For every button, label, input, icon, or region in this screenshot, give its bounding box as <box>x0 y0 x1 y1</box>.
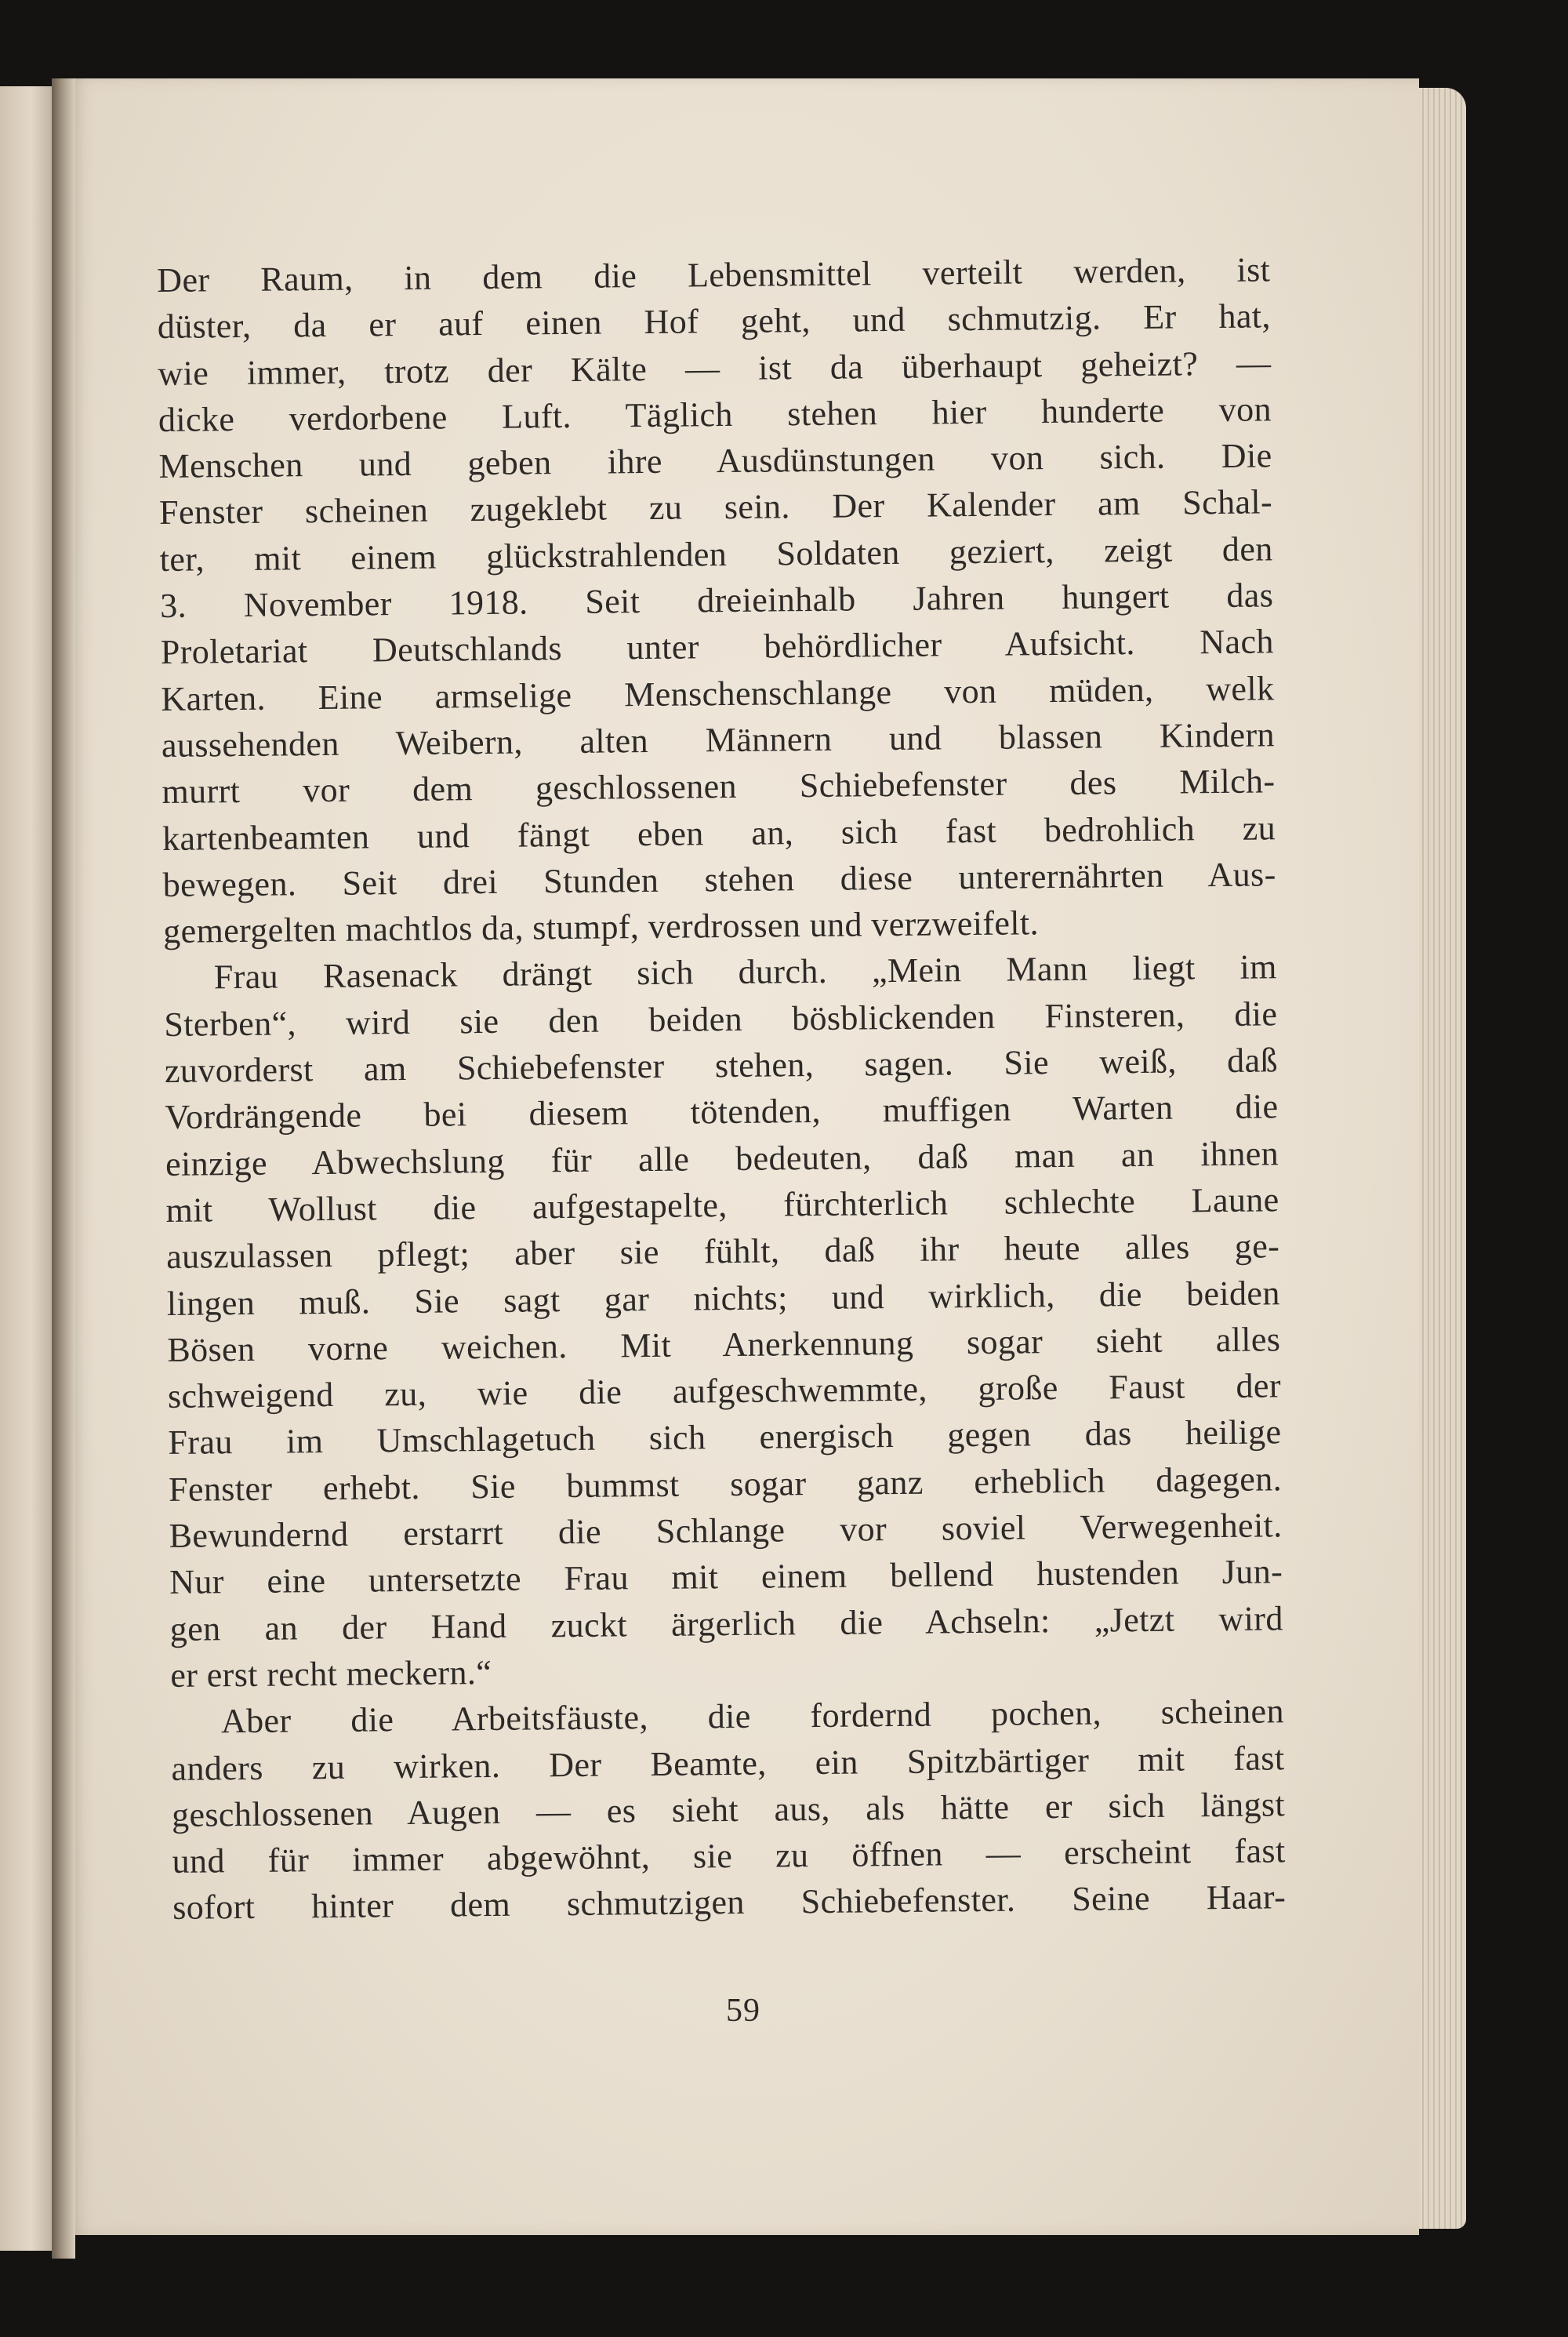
text-line: anders zu wirken. Der Beamte, ein Spitzbärtiger mit fast <box>171 1738 1285 1788</box>
text-line: Menschen und geben ihre Ausdünstungen von sich. Die <box>158 436 1272 486</box>
text-line: bewegen. Seit drei Stunden stehen diese unterernährten Aus- <box>162 855 1276 904</box>
text-line: Frau im Umschlagetuch sich energisch gegen das heilige <box>168 1412 1282 1463</box>
text-line: zuvorderst am Schiebefenster stehen, sagen. Sie weiß, daß <box>164 1041 1279 1090</box>
left-page-edge <box>0 86 56 2251</box>
text-line: geschlossenen Augen — es sieht aus, als hätte er sich längst <box>171 1785 1286 1834</box>
text-line: kartenbeamten und fängt eben an, sich fast bedrohlich zu <box>162 808 1276 858</box>
text-line: Der Raum, in dem die Lebensmittel verteilt werden, ist <box>157 250 1271 300</box>
text-line: ter, mit einem glückstrahlenden Soldaten geziert, zeigt den <box>159 529 1273 579</box>
text-line: wie immer, trotz der Kälte — ist da überhaupt geheizt? — <box>158 343 1272 393</box>
text-line: sofort hinter dem schmutzigen Schiebefenster. Seine Haar- <box>172 1877 1287 1928</box>
text-line: Vordrängende bei diesem tötenden, muffigen Warten die <box>165 1087 1279 1137</box>
text-line: Nur eine untersetzte Frau mit einem bellend hustenden Jun- <box>169 1552 1283 1602</box>
text-line: Bewundernd erstarrt die Schlange vor soviel Verwegenheit. <box>169 1506 1283 1555</box>
text-line: düster, da er auf einen Hof geht, und schmutzig. Er hat, <box>157 296 1272 347</box>
text-line: aussehenden Weibern, alten Männern und blassen Kindern <box>161 715 1276 765</box>
text-line: murrt vor dem geschlossenen Schiebefenster des Milch- <box>162 761 1276 812</box>
text-line: und für immer abgewöhnt, sie zu öffnen — erscheint fast <box>172 1831 1286 1881</box>
text-line: Frau Rasenack drängt sich durch. „Mein Mann liegt im <box>213 947 1277 997</box>
book-gutter <box>52 78 75 2259</box>
text-line: Bösen vorne weichen. Mit Anerkennung sogar sieht alles <box>167 1320 1281 1369</box>
page-number: 59 <box>726 1993 760 2029</box>
text-line: Proletariat Deutschlands unter behördlicher Aufsicht. Nach <box>160 622 1275 672</box>
text-line: Karten. Eine armselige Menschenschlange von müden, welk <box>161 669 1275 718</box>
text-line: mit Wollust die aufgestapelte, fürchterlich schlechte Laune <box>165 1180 1279 1230</box>
text-line: dicke verdorbene Luft. Täglich stehen hier hunderte von <box>158 390 1272 439</box>
book-page <box>69 78 1419 2235</box>
text-line: Fenster scheinen zugeklebt zu sein. Der Kalender am Schal- <box>158 482 1273 532</box>
text-line: Fenster erhebt. Sie bummst sogar ganz erheblich dagegen. <box>168 1459 1283 1509</box>
text-line: Aber die Arbeitsfäuste, die fordernd pochen, scheinen <box>220 1692 1285 1741</box>
text-line: einzige Abwechslung für alle bedeuten, daß man an ihnen <box>165 1133 1279 1183</box>
text-line: gemergelten machtlos da, stumpf, verdrossen und verzweifelt. <box>163 903 1040 951</box>
body-text <box>157 246 1286 1931</box>
text-line: 3. November 1918. Seit dreieinhalb Jahren hungert das <box>160 576 1274 626</box>
text-line: schweigend zu, wie die aufgeschwemmte, große Faust der <box>167 1366 1282 1416</box>
text-line: lingen muß. Sie sagt gar nichts; und wirklich, die beiden <box>166 1273 1280 1323</box>
text-line: Sterben“, wird sie den beiden bösblickenden Finsteren, die <box>164 994 1278 1044</box>
text-line: auszulassen pflegt; aber sie fühlt, daß ihr heute alles ge- <box>166 1227 1280 1277</box>
text-line: gen an der Hand zuckt ärgerlich die Achseln: „Jetzt wird <box>169 1598 1283 1648</box>
text-line: er erst recht meckern.“ <box>170 1652 492 1695</box>
